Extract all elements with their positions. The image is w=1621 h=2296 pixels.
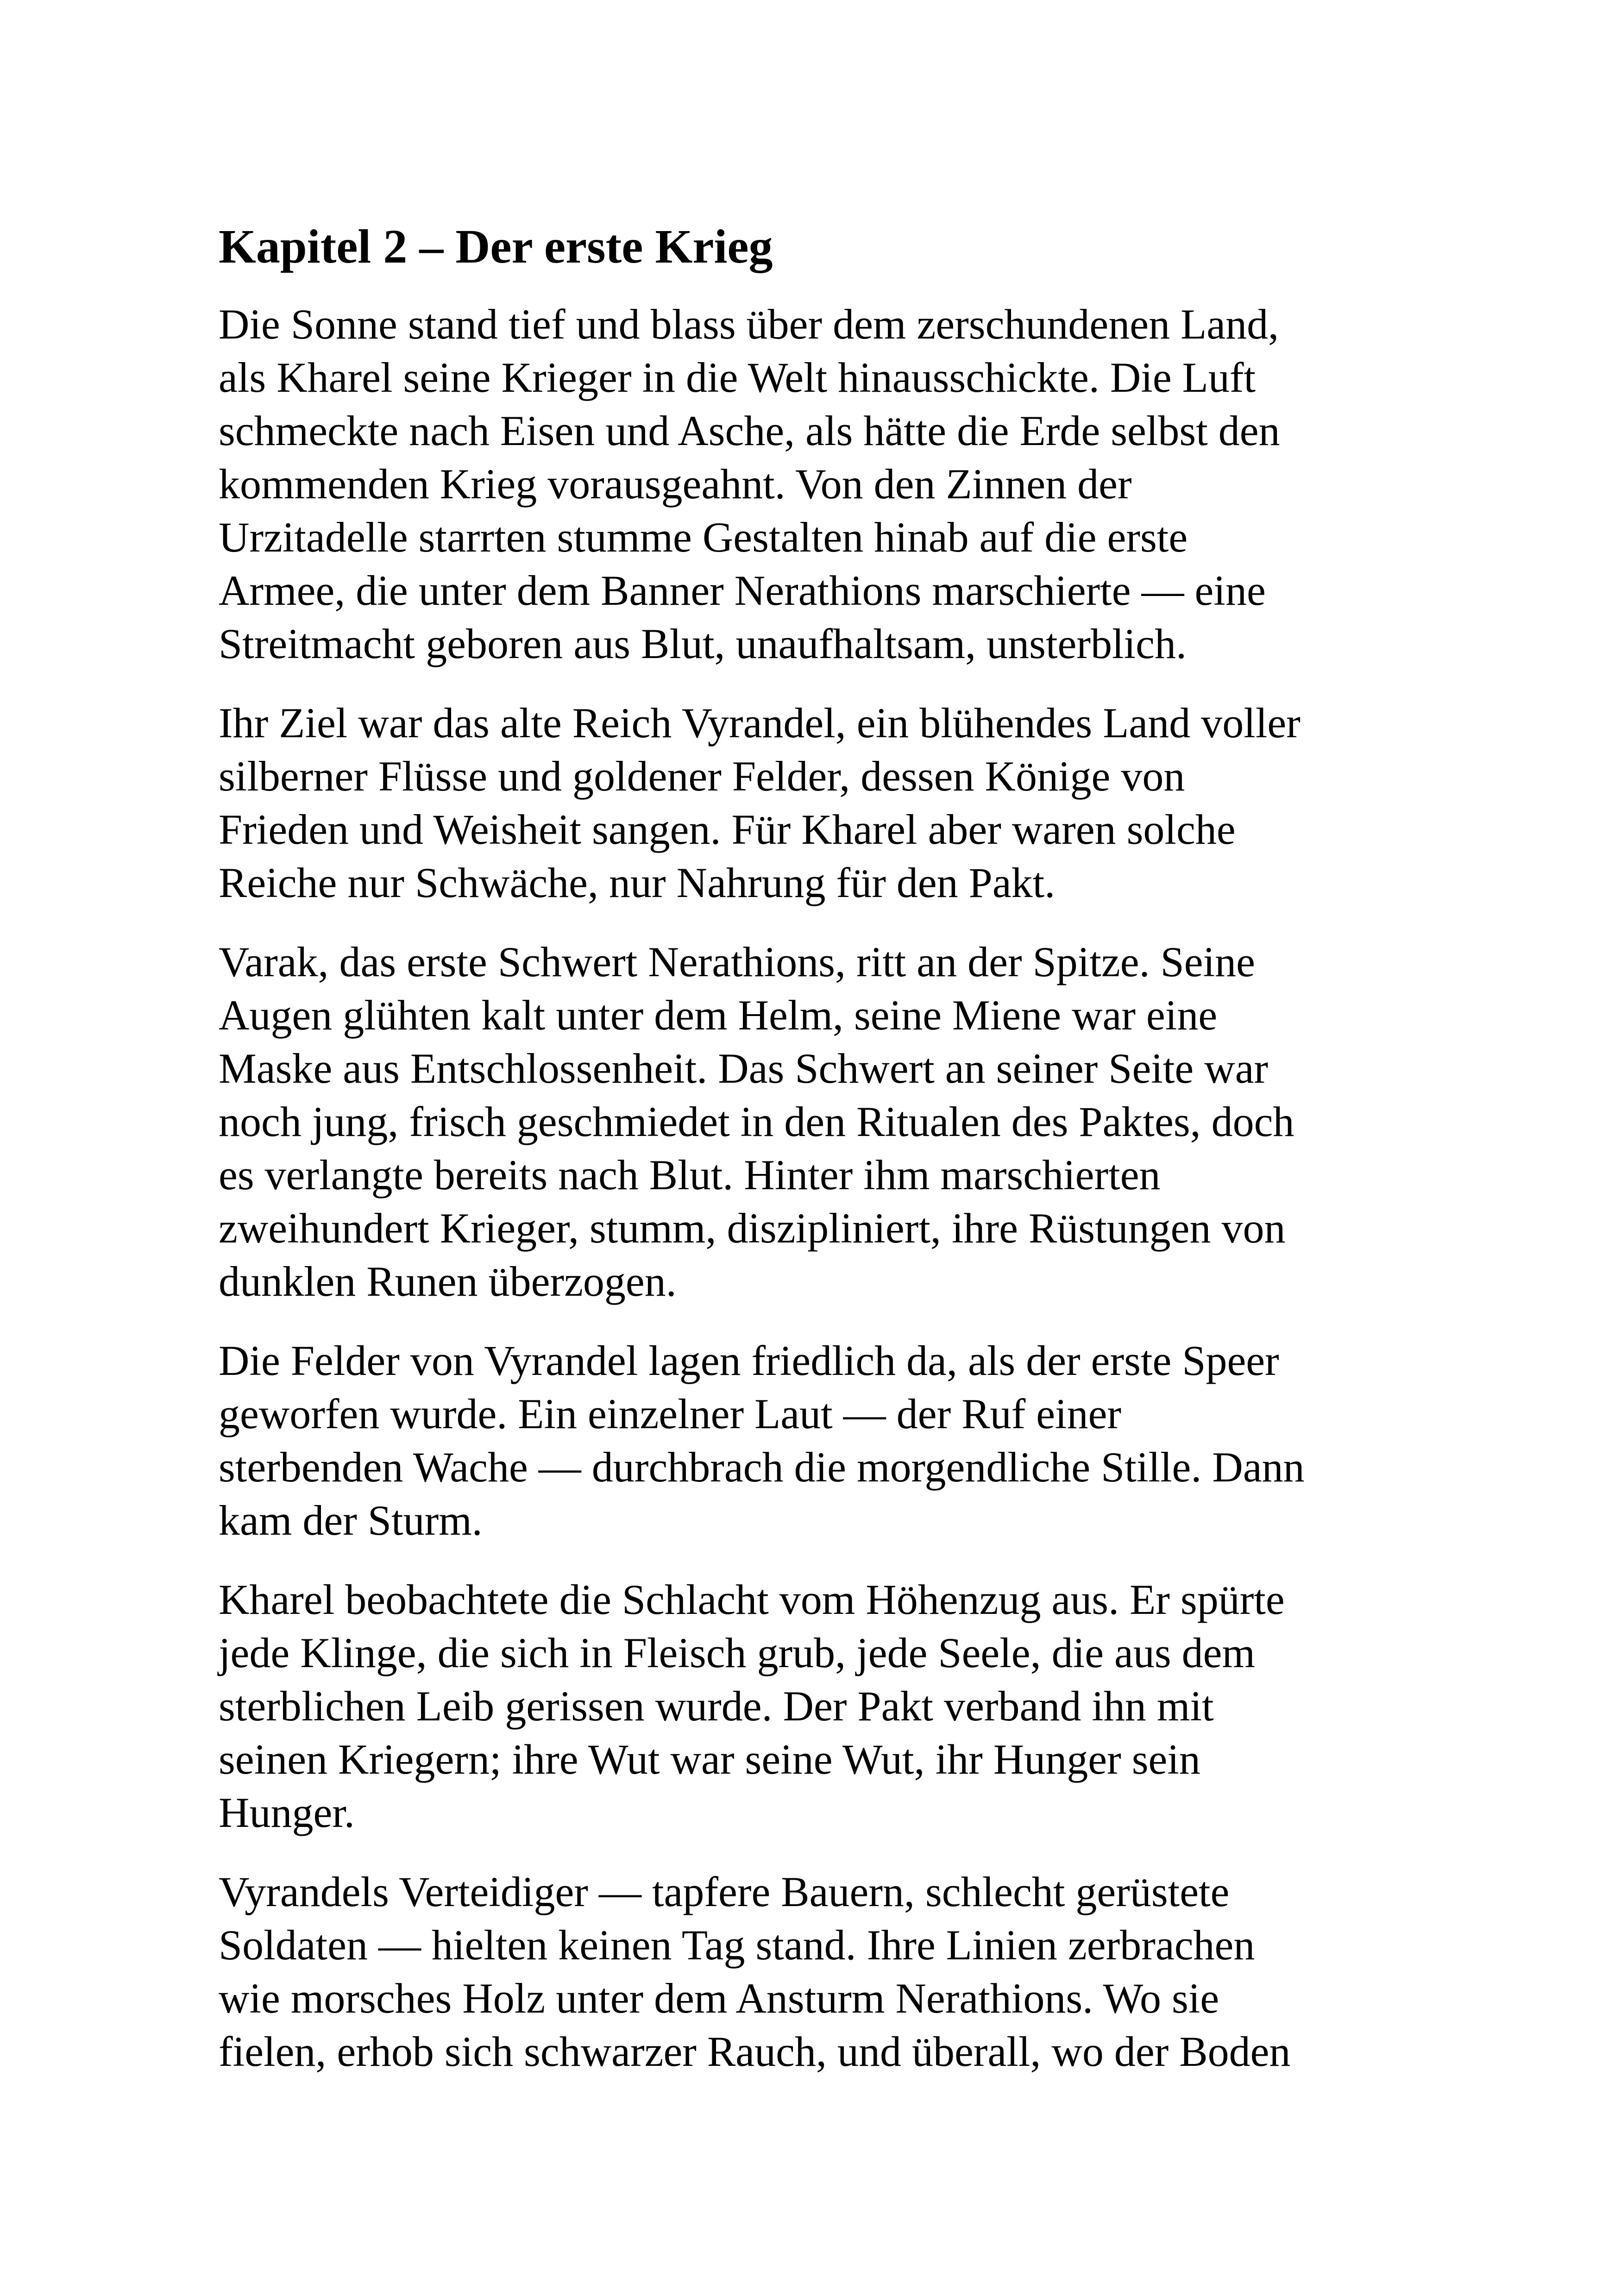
text-line: zweihundert Krieger, stumm, diszipliniert, ihre Rüstungen von: [219, 1204, 1286, 1252]
text-line: geworfen wurde. Ein einzelner Laut — der Ruf einer: [219, 1390, 1122, 1437]
text-line: Reiche nur Schwäche, nur Nahrung für den Pakt.: [219, 859, 1056, 906]
text-line: Augen glühten kalt unter dem Helm, seine Miene war eine: [219, 991, 1218, 1039]
text-line: noch jung, frisch geschmiedet in den Ritualen des Paktes, doch: [219, 1098, 1294, 1145]
paragraph: [219, 298, 1423, 671]
text-line: silberner Flüsse und goldener Felder, dessen Könige von: [219, 753, 1185, 800]
text-line: Frieden und Weisheit sangen. Für Kharel aber waren solche: [219, 806, 1236, 853]
text-line: Die Felder von Vyrandel lagen friedlich da, als der erste Speer: [219, 1337, 1279, 1384]
text-line: Streitmacht geboren aus Blut, unaufhaltsam, unsterblich.: [219, 620, 1187, 667]
text-line: Armee, die unter dem Banner Nerathions marschierte — eine: [219, 567, 1266, 614]
text-line: als Kharel seine Krieger in die Welt hinausschickte. Die Luft: [219, 354, 1256, 401]
paragraph: [219, 935, 1423, 1308]
text-line: Die Sonne stand tief und blass über dem zerschundenen Land,: [219, 301, 1279, 348]
text-line: Hunger.: [219, 1789, 355, 1836]
text-line: Vyrandels Verteidiger — tapfere Bauern, schlecht gerüstete: [219, 1868, 1230, 1915]
text-line: seinen Kriegern; ihre Wut war seine Wut, ihr Hunger sein: [219, 1736, 1200, 1783]
text-line: fielen, erhob sich schwarzer Rauch, und überall, wo der Boden: [219, 2028, 1291, 2075]
paragraph: [219, 696, 1423, 910]
text-line: jede Klinge, die sich in Fleisch grub, jede Seele, die aus dem: [219, 1629, 1256, 1676]
chapter-title: Kapitel 2 – Der erste Krieg: [219, 220, 773, 273]
text-line: kommenden Krieg vorausgeahnt. Von den Zinnen der: [219, 460, 1132, 508]
text-line: kam der Sturm.: [219, 1497, 483, 1544]
text-line: wie morsches Holz unter dem Ansturm Nerathions. Wo sie: [219, 1975, 1219, 2022]
text-line: Varak, das erste Schwert Nerathions, ritt an der Spitze. Seine: [219, 938, 1255, 985]
text-line: Ihr Ziel war das alte Reich Vyrandel, ein blühendes Land voller: [219, 699, 1301, 747]
text-line: es verlangte bereits nach Blut. Hinter ihm marschierten: [219, 1151, 1161, 1198]
chapter-content: [219, 218, 1423, 2104]
text-line: dunklen Runen überzogen.: [219, 1258, 677, 1305]
paragraph: [219, 1865, 1423, 2078]
text-line: sterblichen Leib gerissen wurde. Der Pakt verband ihn mit: [219, 1682, 1214, 1730]
paragraph: [219, 1573, 1423, 1839]
text-line: Soldaten — hielten keinen Tag stand. Ihre Linien zerbrachen: [219, 1921, 1255, 1969]
text-line: sterbenden Wache — durchbrach die morgendliche Stille. Dann: [219, 1443, 1305, 1491]
text-line: Urzitadelle starrten stumme Gestalten hinab auf die erste: [219, 514, 1188, 561]
paragraph: [219, 1334, 1423, 1547]
text-line: Maske aus Entschlossenheit. Das Schwert an seiner Seite war: [219, 1045, 1269, 1092]
text-line: Kharel beobachtete die Schlacht vom Höhenzug aus. Er spürte: [219, 1576, 1285, 1623]
text-line: schmeckte nach Eisen und Asche, als hätte die Erde selbst den: [219, 407, 1280, 454]
